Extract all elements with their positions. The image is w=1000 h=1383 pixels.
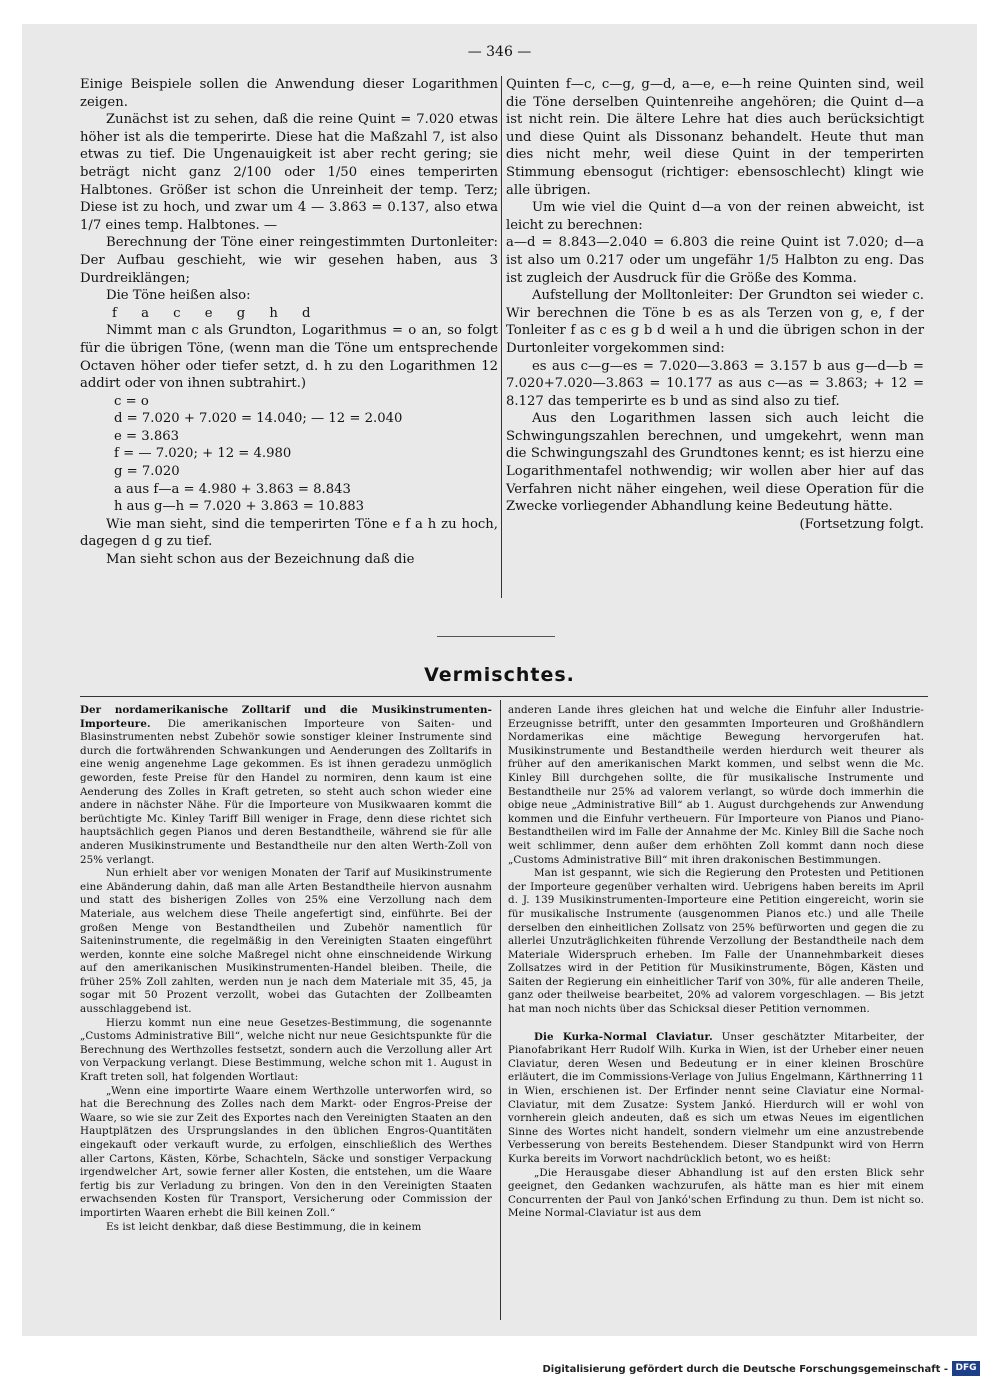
paragraph: Zunächst ist zu sehen, daß die reine Quint = 7.020 etwas höher ist als die temperirte. Diese hat die Maßzahl 7, ist also etwas zu tief. Die Ungenauigkeit ist aber recht gering; sie beträgt nicht ganz 2/100 oder 1/50 eines temperirten Halbtones. Größer ist schon die Unreinheit der temp. Terz; Diese ist zu hoch, und zwar um 4 — 3.863 = 0.137, also etwa 1/7 eines temp. Halbtones. — xyxy=(80,112,498,233)
calc-line: a aus f—a = 4.980 + 3.863 = 8.843 xyxy=(114,481,351,497)
misc-right-column xyxy=(508,704,924,1221)
separator-rule xyxy=(437,636,555,637)
paragraph: Es ist leicht denkbar, daß diese Bestimmung, die in keinem xyxy=(106,1220,422,1233)
paragraph: Die Töne heißen also: xyxy=(106,288,251,304)
scanned-page xyxy=(22,24,977,1336)
column-divider-top xyxy=(501,76,502,598)
article-heading: Die Kurka-Normal Claviatur. xyxy=(534,1030,713,1043)
calc-line: c = o xyxy=(114,393,149,409)
paragraph: Aufstellung der Molltonleiter: Der Grundton sei wieder c. Wir berechnen die Töne b es as als Terzen von g, e, f der Tonleiter f as c es g b d weil a h und die übrigen schon in der Durtonleiter vorgekommen sind: xyxy=(506,288,924,356)
calc-line: e = 3.863 xyxy=(114,428,179,444)
paragraph: Nun erhielt aber vor wenigen Monaten der Tarif auf Musikinstrumente eine Abänderung dahin, daß man alle Arten Bestandtheile hiervon ausnahm und statt des bisherigen Zolles von 25% eine Verzollung nach dem Materiale, aus welchem diese Theile angefertigt sind, einführte. Bei der großen Menge von Bestandtheilen und Zubehör namentlich für Saiteninstrumente, die regelmäßig in den Vereinigten Staaten eingeführt werden, konnte eine solche Maßregel nicht ohne einschneidende Wirkung auf den amerikanischen Musikinstrumenten-Handel bleiben. Theile, die früher 25% Zoll zahlten, werden nun je nach dem Materiale mit 35, 45, ja sogar mit 50 Prozent verzollt, wobei das Gutachten der Zollbeamten ausschlaggebend ist. xyxy=(80,867,492,1016)
paragraph: anderen Lande ihres gleichen hat und welche die Einfuhr aller Industrie-Erzeugnisse betrifft, unter den gesammten Importeuren und Großhändlern Nordamerikas eine mächtige Bewegung hervorgerufen hat. Musikinstrumente und Bestandtheile werden hierdurch weit theurer als früher auf den amerikanischen Markt kommen, und selbst wenn die Mc. Kinley Bill durchgehen sollte, die für musikalische Instrumente und Bestandtheile nur 25% ad valorem verlangt, so würde doch immerhin die obige neue „Administrative Bill“ ab 1. August durchgehends zur Anwendung kommen und die Einfuhr vertheuern. Für Importeure von Pianos und Piano-Bestandtheilen wird im Falle der Annahme der Mc. Kinley Bill die Sache noch weit schlimmer, denn außer dem erhöhten Zoll kommt dann noch diese „Customs Administrative Bill“ mit ihren drakonischen Bestimmungen. xyxy=(508,704,924,866)
continuation-note: (Fortsetzung folgt. xyxy=(799,516,924,532)
left-column-article xyxy=(80,76,498,569)
paragraph: Wie man sieht, sind die temperirten Töne e f a h zu hoch, dagegen d g zu tief. xyxy=(80,516,498,550)
tone-sequence: f a c e g h d xyxy=(112,305,321,321)
digitization-credit: Digitalisierung gefördert durch die Deutsche Forschungsgemeinschaft - xyxy=(542,1364,948,1375)
paragraph: Einige Beispiele sollen die Anwendung dieser Logarithmen zeigen. xyxy=(80,77,498,110)
section-title: Vermischtes. xyxy=(424,664,575,686)
quotation: „Wenn eine importirte Waare einem Werthzolle unterworfen wird, so hat die Berechnung des Zolles nach dem Markt- oder Engros-Preise der Waare, so wie sie zur Zeit des Exportes nach den Vereinigten Staaten an den Hauptplätzen des Ursprungslandes in den üblichen Engros-Quantitäten eingekauft oder verkauft wurde, zu erfolgen, einschließlich des Werthes aller Cartons, Kästen, Körbe, Schachteln, Säcke und sonstiger Verpackung irgendwelcher Art, sowie ferner aller Kosten, die entstehen, um die Waare fertig bis zur Verladung zu bringen. Von den in den Vereinigten Staaten erwachsenden Kosten für Transport, Versicherung oder Commission der importirten Waaren erhebt die Bill keinen Zoll.“ xyxy=(80,1084,492,1219)
paragraph: Berechnung der Töne einer reingestimmten Durtonleiter: Der Aufbau geschieht, wie wir gesehen haben, aus 3 Durdreiklängen; xyxy=(80,235,498,286)
page-number: — 346 — xyxy=(467,44,532,60)
paragraph: Aus den Logarithmen lassen sich auch leicht die Schwingungszahlen berechnen, und umgekehrt, wenn man die Schwingungszahl des Grundtones kennt; es ist hierzu eine Logarithmentafel nothwendig; wir wollen aber hier auf das Verfahren nicht näher eingehen, weil diese Operation für die Zwecke vorliegender Abhandlung keine Bedeutung hätte. xyxy=(506,411,924,515)
column-divider-bottom xyxy=(500,700,501,1320)
calc-line: f = — 7.020; + 12 = 4.980 xyxy=(114,446,292,462)
calc-line: h aus g—h = 7.020 + 3.863 = 10.883 xyxy=(114,499,365,515)
paragraph: Man ist gespannt, wie sich die Regierung den Protesten und Petitionen der Importeure gegenüber verhalten wird. Uebrigens haben bereits im April d. J. 139 Musikinstrumenten-Importeure eine Petition eingereicht, worin sie für musikalische Instrumente (ausgenommen Pianos etc.) und alle Theile derselben den einheitlichen Zollsatz von 25% befürworten und gegen die zu allerlei Unzuträglichkeiten führende Verzollung der Bestandtheile nach dem Materiale Widerspruch erheben. Im Falle der Unannehmbarkeit dieses Zollsatzes wird in der Petition für Musikinstrumente, Bögen, Kästen und Saiten der Regierung ein einheitlicher Tarif von 30%, für alle anderen Theile, ganz oder theilweise bearbeitet, 20% ad valorem vorgeschlagen. — Bis jetzt hat man noch nichts über das Schicksal dieser Petition vernommen. xyxy=(508,867,924,1016)
calculation-block xyxy=(80,393,498,516)
paragraph: Um wie viel die Quint d—a von der reinen abweicht, ist leicht zu berechnen: xyxy=(506,200,924,233)
paragraph: Quinten f—c, c—g, g—d, a—e, e—h reine Quinten sind, weil die Töne derselben Quintenreihe angehören; die Quint d—a ist nicht rein. Die ältere Lehre hat dies auch berücksichtigt und diese Quint als Dissonanz behandelt. Heute thut man dies nicht mehr, weil diese Quint in der temperirten Stimmung ebensogut (richtiger: ebensoschlecht) klingt wie alle übrigen. xyxy=(506,77,924,198)
quotation: „Die Herausgabe dieser Abhandlung ist auf den ersten Blick sehr geeignet, den Gedanken wachzurufen, als hätte man es hier mit einem Concurrenten der Paul von Jankó'schen Erfindung zu thun. Dem ist nicht so. Meine Normal-Claviatur ist aus dem xyxy=(508,1166,924,1220)
article-heading: Der nordamerikanische Zolltarif und die Musikinstrumenten-Importeure. xyxy=(80,704,492,730)
paragraph: Hierzu kommt nun eine neue Gesetzes-Bestimmung, die sogenannte „Customs Administrative Bill“, welche nicht nur neue Gesichtspunkte für die Berechnung des Werthzolles festsetzt, sondern auch die Verzollung aller Art von Verpackung verlangt. Diese Bestimmung, welche schon mit 1. August in Kraft treten soll, hat folgenden Wortlaut: xyxy=(80,1016,492,1084)
misc-left-column xyxy=(80,704,492,1234)
paragraph: a—d = 8.843—2.040 = 6.803 die reine Quint ist 7.020; d—a ist also um 0.217 oder um ungefähr 1/5 Halbton zu eng. Das ist zugleich der Ausdruck für die Größe des Komma. xyxy=(506,235,924,286)
paragraph: Man sieht schon aus der Bezeichnung daß die xyxy=(106,552,415,568)
paragraph: es aus c—g—es = 7.020—3.863 = 3.157 b aus g—d—b = 7.020+7.020—3.863 = 10.177 as aus c—as = 3.863; + 12 = 8.127 das temperirte es b und as sind also zu tief. xyxy=(506,358,924,409)
calc-line: d = 7.020 + 7.020 = 14.040; — 12 = 2.040 xyxy=(114,411,403,427)
paragraph: Unser geschätzter Mitarbeiter, der Pianofabrikant Herr Rudolf Wilh. Kurka in Wien, ist der Urheber einer neuen Claviatur, deren Wesen und Bedeutung er in einer kleinen Broschüre erläutert, die im Commissions-Verlage von Julius Engelmann, Kärthnerring 11 in Wien, erschienen ist. Der Erfinder nennt seine Claviatur eine Normal-Claviatur, mit dem Zusatze: System Jankó. Hierdurch will er wohl von vornherein gleich andeuten, daß es sich um etwas Neues im eigentlichen Sinne des Wortes nicht handelt, sondern vielmehr um eine anzustrebende Verbesserung von bereits Bestehendem. Dieser Standpunkt wird von Herrn Kurka bereits im Vorwort nachdrücklich betont, wo es heißt: xyxy=(508,1030,925,1165)
calc-line: g = 7.020 xyxy=(114,464,180,480)
spacer xyxy=(508,1017,924,1031)
dfg-logo: DFG xyxy=(952,1361,980,1376)
paragraph: Nimmt man c als Grundton, Logarithmus = o an, so folgt für die übrigen Töne, (wenn man die Töne um entsprechende Octaven höher oder tiefer setzt, d. h zu den Logarithmen 12 addirt oder von ihnen subtrahirt.) xyxy=(80,323,498,392)
section-rule xyxy=(80,696,928,697)
paragraph: Die amerikanischen Importeure von Saiten- und Blasinstrumenten nebst Zubehör sowie sonstiger kleiner Instrumente sind durch die fortwährenden Schwankungen und Aenderungen des Zolltarifs in eine wenig angenehme Lage gekommen. Es ist ihnen geradezu unmöglich geworden, feste Preise für den Handel zu normiren, denn kaum ist eine Aenderung des Zolles in Kraft getreten, so steht auch schon wieder eine andere in nächster Nähe. Für die Importeure von Musikwaaren kommt die berüchtigte Mc. Kinley Tariff Bill weniger in Frage, denn diese richtet sich hauptsächlich gegen Pianos und deren Bestandtheile, während sie für alle anderen Musikinstrumente und Bestandtheile nur den alten Werth-Zoll von 25% verlangt. xyxy=(80,717,493,866)
right-column-article xyxy=(506,76,924,533)
